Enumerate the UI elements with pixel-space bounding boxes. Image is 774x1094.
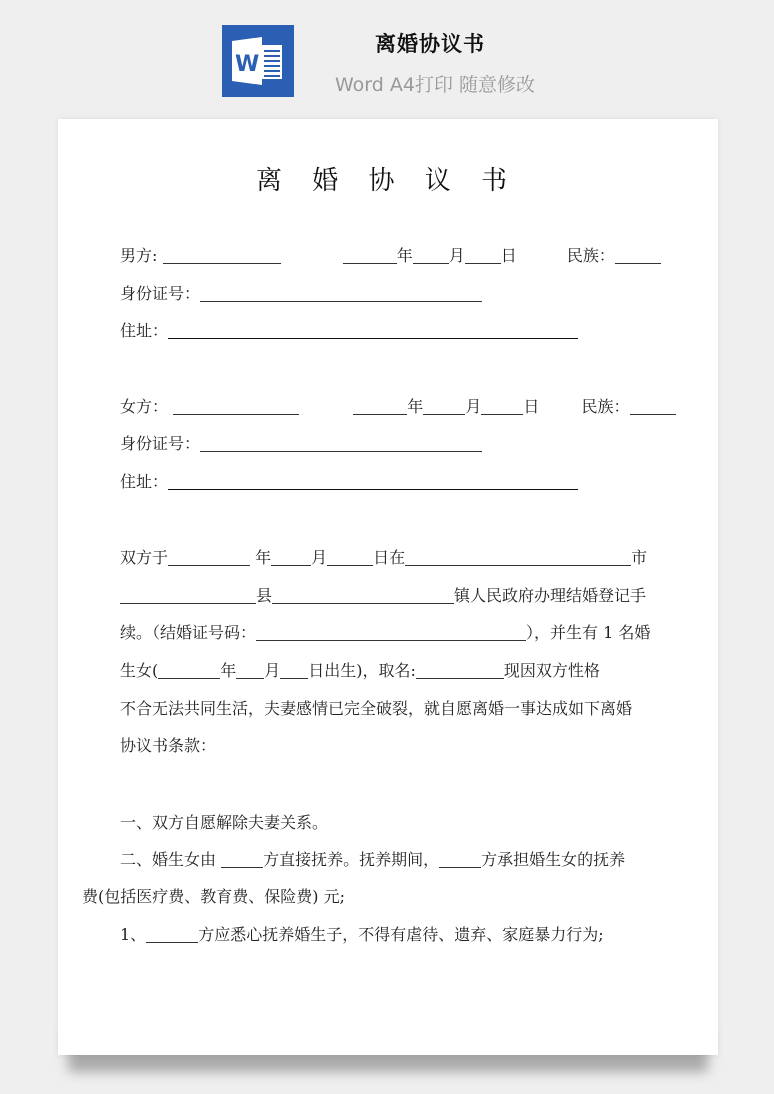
female-address-field[interactable] <box>168 474 578 490</box>
text: 方承担婚生女的抚养 <box>481 850 626 869</box>
text: 续。（结婚证号码： <box>120 623 257 642</box>
male-ethnicity-label: 民族： <box>566 246 615 265</box>
county-field[interactable] <box>120 588 256 604</box>
body-line-3 <box>120 622 650 644</box>
clause-1: 一、双方自愿解除夫妻关系。 <box>120 813 329 832</box>
female-birth-year-field[interactable] <box>353 399 407 415</box>
male-id-label: 身份证号： <box>120 284 201 303</box>
female-ethnicity-field[interactable] <box>630 399 676 415</box>
word-document-icon <box>222 25 294 97</box>
female-info-line <box>120 396 676 418</box>
text: 方直接抚养。抚养期间， <box>263 850 440 869</box>
female-birth-day-field[interactable] <box>481 399 523 415</box>
marriage-month-field[interactable] <box>271 550 311 566</box>
text: 现因双方性格 <box>503 661 600 680</box>
marriage-year-field[interactable] <box>168 550 250 566</box>
text: 县 <box>256 586 273 605</box>
text: 镇人民政府办理结婚登记手 <box>454 586 647 605</box>
body-line-1 <box>120 547 647 569</box>
female-id-field[interactable] <box>200 436 482 452</box>
custody-party-field[interactable] <box>221 852 263 868</box>
male-address-line <box>120 320 578 342</box>
clause-2-line-1 <box>120 849 625 871</box>
year-label: 年 <box>396 246 413 265</box>
male-id-field[interactable] <box>200 286 482 302</box>
year-label: 年 <box>407 397 424 416</box>
text: 二、婚生女由 <box>120 850 222 869</box>
text: 生女( <box>120 661 159 680</box>
female-name-label: 女方： <box>120 397 169 416</box>
marriage-certificate-number-field[interactable] <box>256 625 526 641</box>
city-field[interactable] <box>405 550 631 566</box>
header-title: 离婚协议书 <box>375 32 485 56</box>
child-name-field[interactable] <box>416 663 504 679</box>
text: 月 <box>311 548 328 567</box>
child-birth-month-field[interactable] <box>236 663 264 679</box>
caregiver-party-field[interactable] <box>146 927 198 943</box>
female-address-line <box>120 471 578 493</box>
body-line-6: 协议书条款： <box>120 736 217 755</box>
child-birth-year-field[interactable] <box>158 663 220 679</box>
male-name-label: 男方: <box>120 246 158 265</box>
male-ethnicity-field[interactable] <box>615 248 661 264</box>
word-icon-letter: W <box>235 52 260 77</box>
month-label: 月 <box>448 246 465 265</box>
clause-2-item-1 <box>120 924 604 946</box>
header-subtitle: Word A4打印 随意修改 <box>334 74 535 96</box>
town-field[interactable] <box>272 588 454 604</box>
child-birth-day-field[interactable] <box>280 663 308 679</box>
body-line-4 <box>120 660 600 682</box>
female-id-line <box>120 433 482 455</box>
male-id-line <box>120 283 482 305</box>
text: 月 <box>264 661 281 680</box>
female-birth-month-field[interactable] <box>423 399 465 415</box>
body-line-2 <box>120 585 646 607</box>
marriage-day-field[interactable] <box>327 550 373 566</box>
text: 1、 <box>120 925 147 944</box>
female-address-label: 住址： <box>120 472 169 491</box>
text: 方应悉心抚养婚生子，不得有虐待、遗弃、家庭暴力行为; <box>198 925 604 944</box>
male-birth-month-field[interactable] <box>413 248 449 264</box>
female-name-field[interactable] <box>173 399 299 415</box>
male-birth-year-field[interactable] <box>343 248 397 264</box>
text: ），并生有 1 名婚 <box>526 623 651 642</box>
male-address-field[interactable] <box>168 323 578 339</box>
clause-2-line-2: 费(包括医疗费、教育费、保险费) 元; <box>82 887 345 906</box>
document-title: 离 婚 协 议 书 <box>255 166 519 196</box>
day-label: 日 <box>523 397 540 416</box>
text: 市 <box>631 548 648 567</box>
male-birth-day-field[interactable] <box>465 248 501 264</box>
text: 年 <box>220 661 237 680</box>
text: 双方于 <box>120 548 169 567</box>
support-party-field[interactable] <box>439 852 481 868</box>
text: 年 <box>250 548 272 567</box>
text: 日在 <box>373 548 406 567</box>
body-line-5: 不合无法共同生活，夫妻感情已完全破裂，就自愿离婚一事达成如下离婚 <box>120 699 633 718</box>
day-label: 日 <box>500 246 517 265</box>
male-address-label: 住址： <box>120 321 169 340</box>
female-id-label: 身份证号： <box>120 434 201 453</box>
male-name-field[interactable] <box>163 248 281 264</box>
male-info-line <box>120 245 661 267</box>
month-label: 月 <box>465 397 482 416</box>
female-ethnicity-label: 民族： <box>581 397 630 416</box>
text: 日出生)，取名: <box>308 661 416 680</box>
